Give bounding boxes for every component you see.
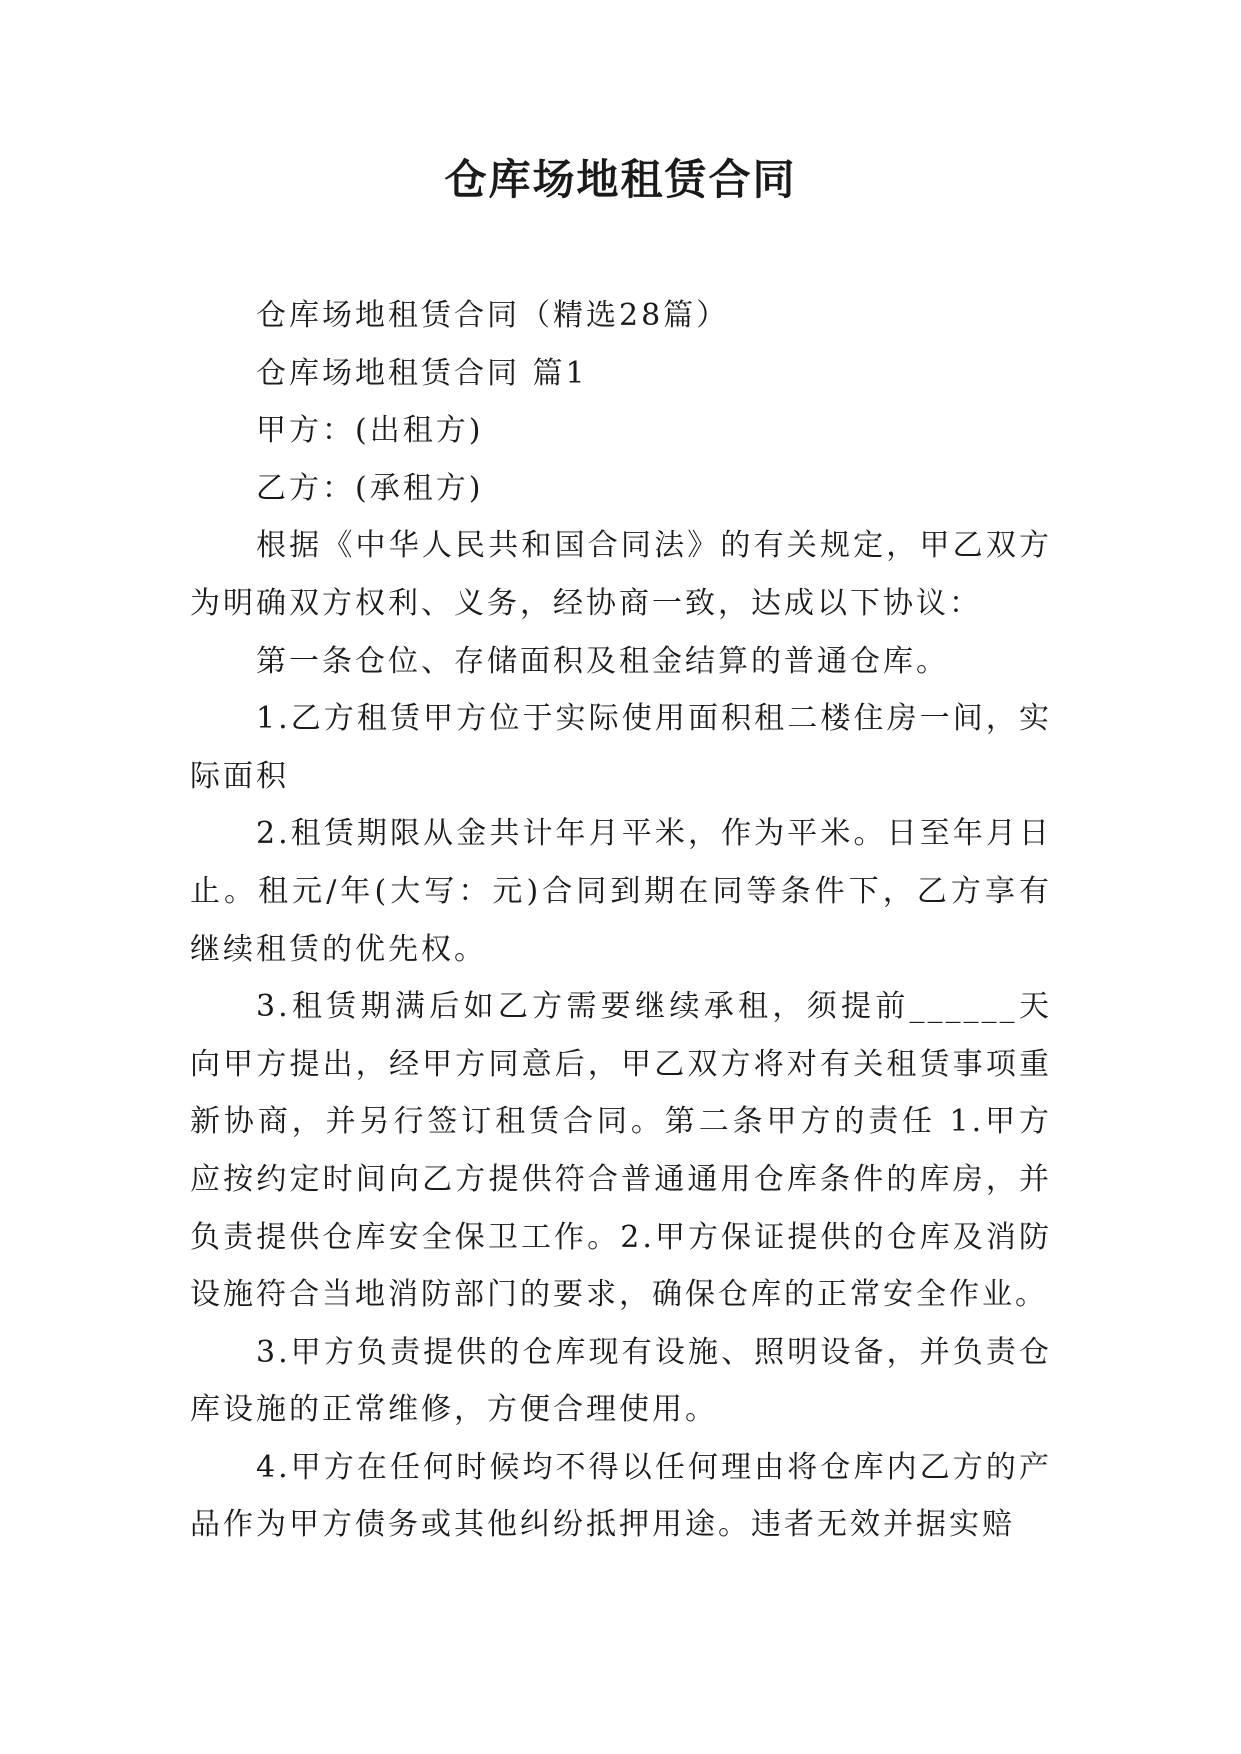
paragraph-clause-2: 2.租赁期限从金共计年月平米，作为平米。日至年月日止。租元/年(大写：元)合同到期在同等条件下，乙方享有继续租赁的优先权。 <box>190 816 1052 967</box>
paragraph-clause-3: 3.租赁期满后如乙方需要继续承租，须提前______天向甲方提出，经甲方同意后，甲乙双方将对有关租赁事项重新协商，并另行签订租赁合同。第二条甲方的责任 1.甲方应按约定时间向乙方提供符合普通通用仓库条件的库房，并负责提供仓库安全保卫工作。2.甲方保证提供的仓库及消防设施符合当地消防部门的要求，确保仓库的正常安全作业。 <box>190 989 1052 1313</box>
paragraph-clause-1: 1.乙方租赁甲方位于实际使用面积租二楼住房一间，实际面积 <box>190 701 1052 794</box>
document-body <box>190 287 1052 1554</box>
paragraph-party-b: 乙方：(承租方) <box>256 470 484 506</box>
document-title: 仓库场地租赁合同 <box>444 155 797 204</box>
paragraph-article-1: 第一条仓位、存储面积及租金结算的普通仓库。 <box>256 643 949 679</box>
paragraph-party-a: 甲方：(出租方) <box>256 413 484 449</box>
paragraph-section-heading: 仓库场地租赁合同 篇1 <box>256 355 588 391</box>
paragraph-clause-4: 3.甲方负责提供的仓库现有设施、照明设备，并负责仓库设施的正常维修，方便合理使用。 <box>190 1334 1052 1428</box>
paragraph-preamble: 根据《中华人民共和国合同法》的有关规定，甲乙双方为明确双方权利、义务，经协商一致，达成以下协议： <box>190 528 1052 621</box>
paragraph-clause-5: 4.甲方在任何时候均不得以任何理由将仓库内乙方的产品作为甲方债务或其他纠纷抵押用途。违者无效并据实赔 <box>190 1449 1052 1543</box>
paragraph-subtitle: 仓库场地租赁合同（精选28篇） <box>256 298 730 333</box>
